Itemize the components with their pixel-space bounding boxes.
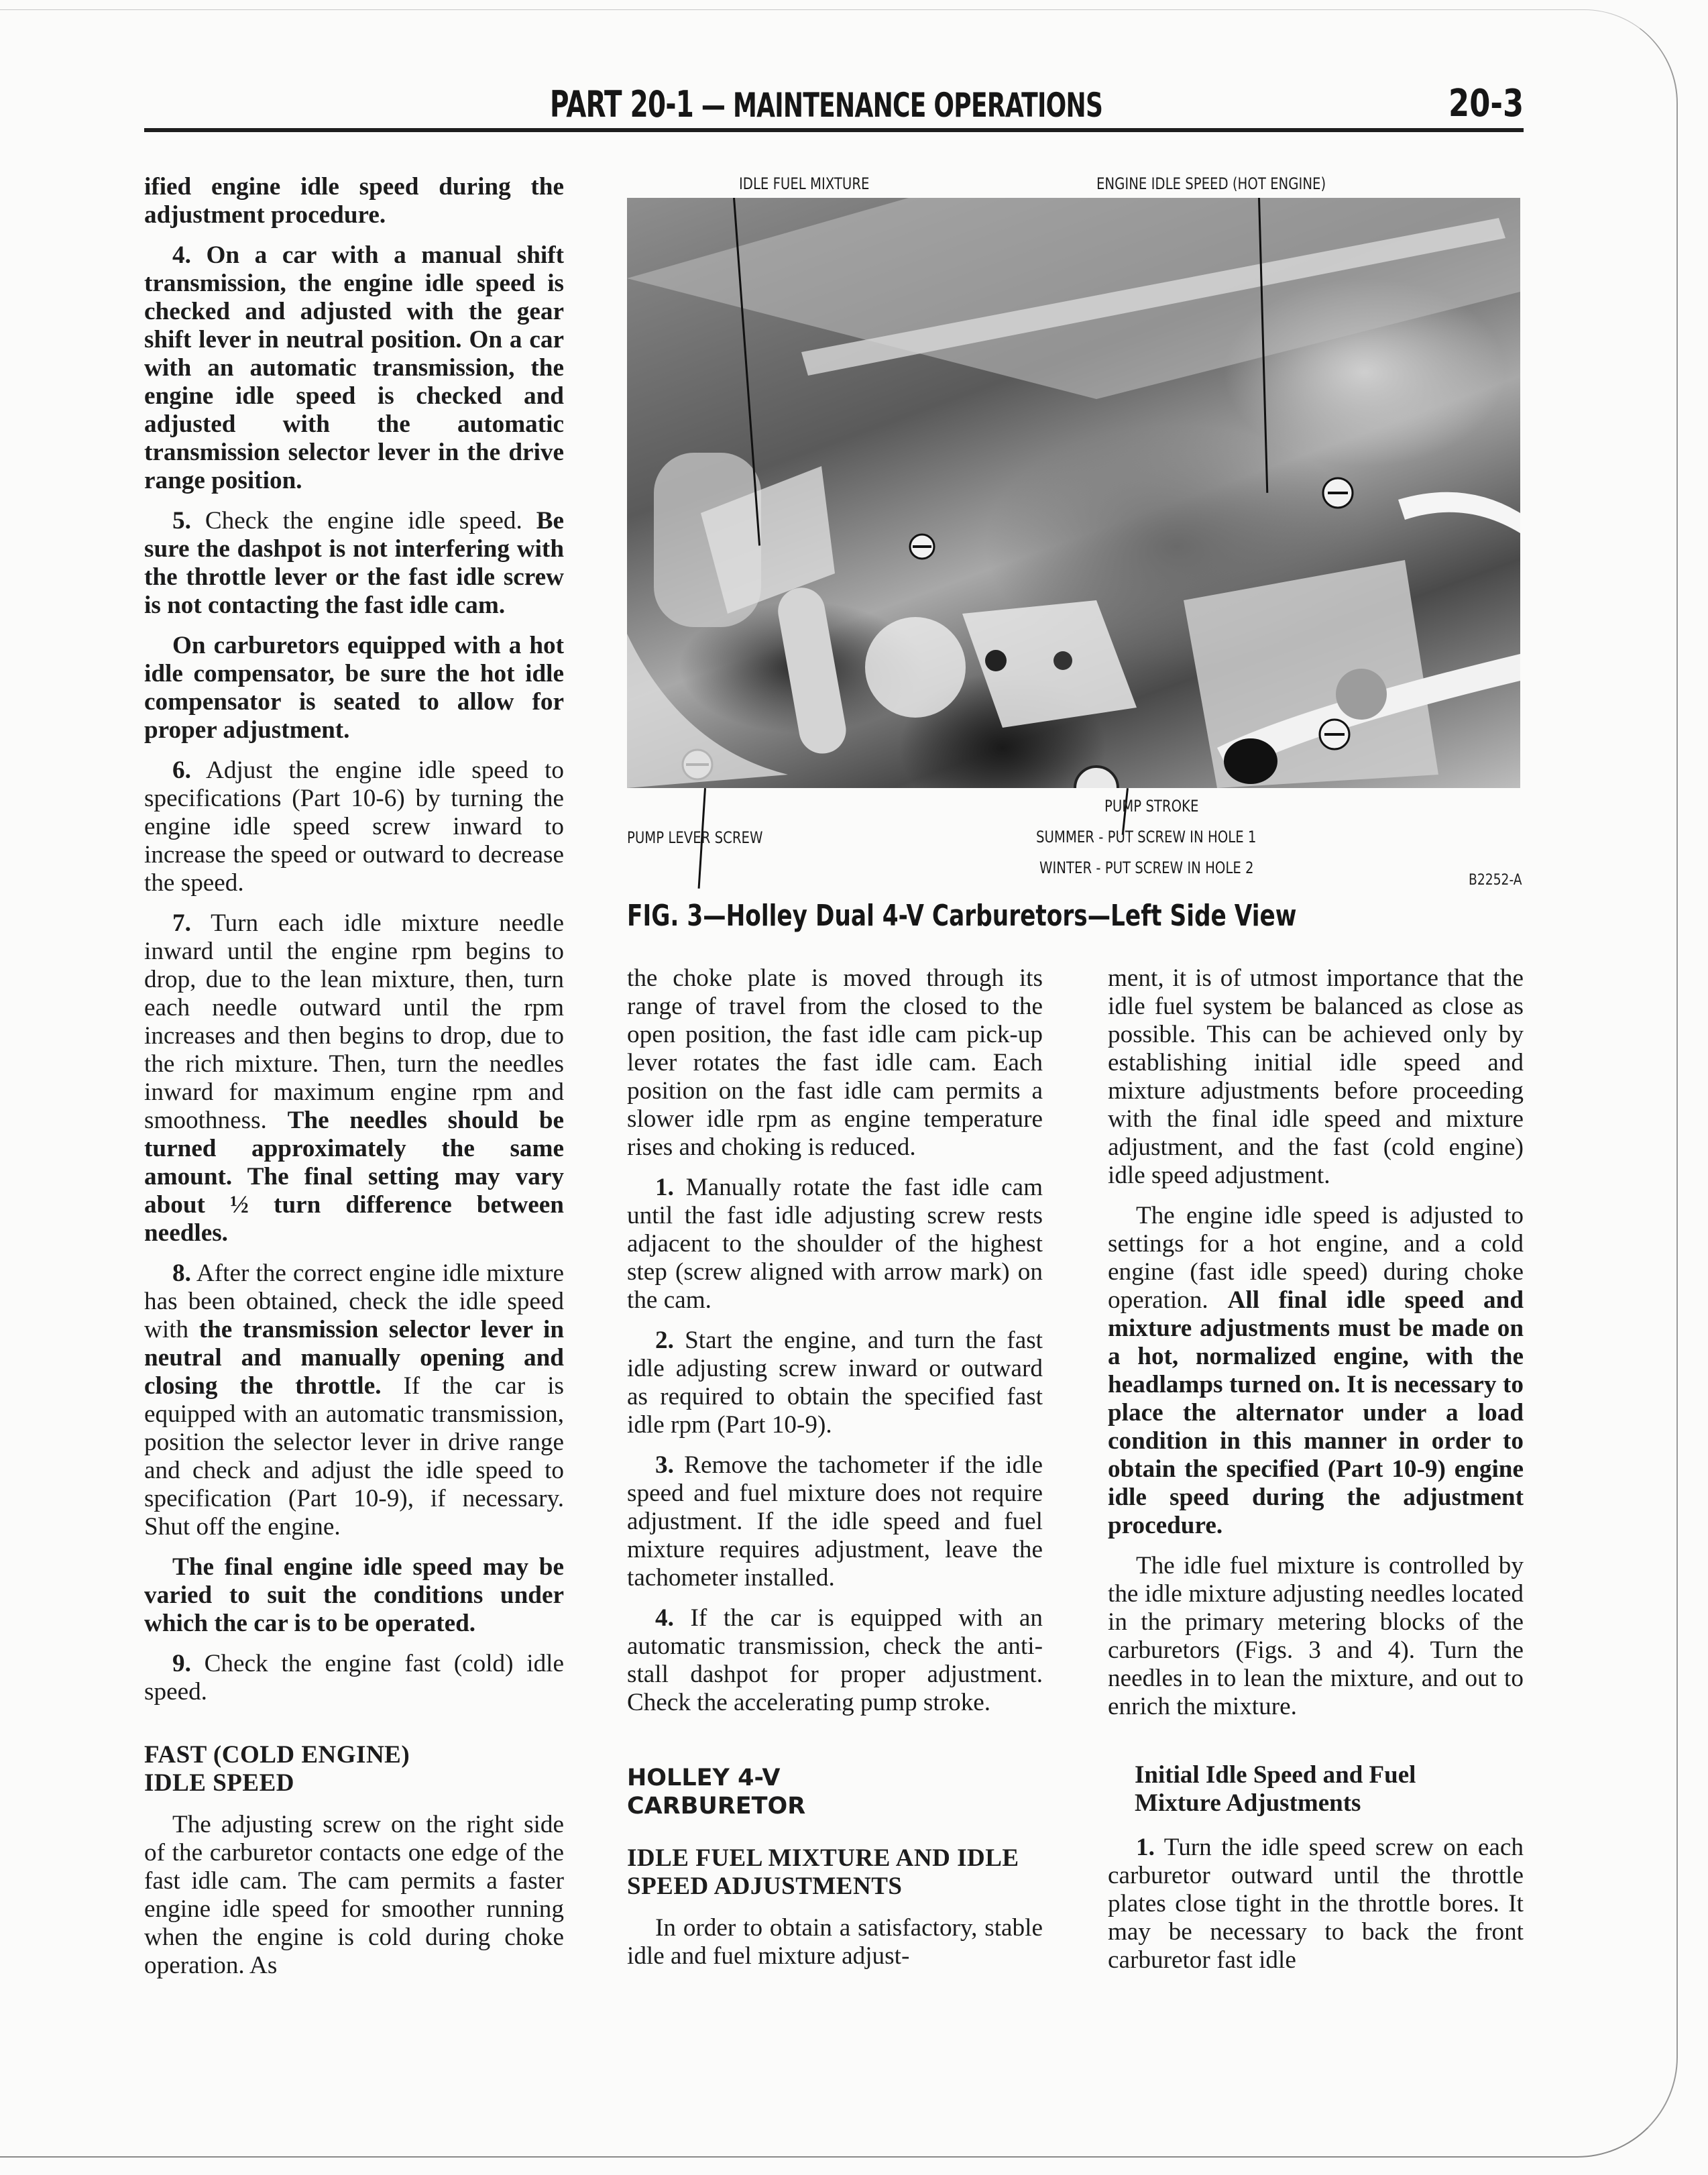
figure-code: B2252-A — [1469, 872, 1522, 889]
label-pump-stroke: PUMP STROKE — [1104, 797, 1199, 816]
carburetor-drawing — [627, 198, 1520, 788]
paragraph-final-speed: The final engine idle speed may be varied to suit the conditions under which the car is to be operated. — [144, 1553, 564, 1637]
page-header — [144, 79, 1524, 133]
step-5: 5. Check the engine idle speed. Be sure the dashpot is not interfering with the throttle lever or the fast idle screw is not contacting the fast idle cam. — [144, 507, 565, 619]
step-4: 4. On a car with a manual shift transmission, the engine idle speed is checked and adjusted with the gear shift lever in neutral position. On a car with an automatic transmission, the engine idle speed is checked and adjusted with the automatic transmission selector lever in the drive range position. — [144, 241, 564, 494]
step-7: 7. Turn each idle mixture needle inward until the engine rpm begins to drop, due to the lean mixture, then, turn each needle outward until the rpm increases and then begins to drop, due to the rich mixture. Then, turn the needles inward for maximum engine rpm and smoothness. The needles should be turned approximately the same amount. The final setting may vary about ½ turn difference between needles. — [144, 909, 565, 1247]
label-idle-fuel-mixture: IDLE FUEL MIXTURE — [739, 174, 870, 193]
paragraph: The adjusting screw on the right side of the carburetor contacts one edge of the fast idle cam. The cam permits a faster engine idle speed for smoother running when the engine is cold during choke operation. As — [144, 1811, 564, 1979]
step-8: 8. After the correct engine idle mixture has been obtained, check the idle speed with the transmission selector lever in neutral and manually opening and closing the throttle. If the car is equipped with an automatic transmission, position the selector lever in drive range and check and adjust the idle speed to specification (Part 10-9), if necessary. Shut off the engine. — [144, 1260, 564, 1541]
step-number: 4. — [172, 241, 191, 269]
step-2: 2. Start the engine, and turn the fast idle adjusting screw inward or outward as required to obtain the specified fast idle rpm (Part 10-9). — [627, 1327, 1043, 1439]
step-number: 5. — [172, 507, 191, 535]
step-3: 3. Remove the tachometer if the idle speed and fuel mixture does not require adjustment. If the idle speed and fuel mixture requires adjustment, leave the tachometer installed. — [627, 1451, 1043, 1592]
paragraph-mixture-needles: The idle fuel mixture is controlled by the idle mixture adjusting needles located in the primary metering blocks of the carburetors (Figs. 3 and 4). Turn the needles in to lean the mixture, and out to enrich the mixture. — [1108, 1552, 1524, 1720]
paragraph-hot-idle: On carburetors equipped with a hot idle compensator, be sure the hot idle compensator is seated to allow for proper adjustment. — [144, 632, 564, 744]
page-title — [550, 83, 1102, 125]
page-number: 20-3 — [1448, 82, 1524, 125]
step-number: 7. — [172, 909, 191, 937]
step-number: 1. — [655, 1174, 674, 1201]
step-1: 1. Turn the idle speed screw on each carburetor outward until the throttle plates close tight in the throttle bores. It may be necessary to back the front carburetor fast idle — [1108, 1834, 1524, 1974]
section-title: MAINTENANCE OPERATIONS — [733, 86, 1103, 125]
label-winter: WINTER - PUT SCREW IN HOLE 2 — [1039, 858, 1254, 877]
section-heading-idle-adjustments: IDLE FUEL MIXTURE AND IDLE SPEED ADJUSTMENTS — [627, 1844, 1019, 1900]
label-summer: SUMMER - PUT SCREW IN HOLE 1 — [1036, 828, 1257, 846]
paragraph: In order to obtain a satisfactory, stable idle and fuel mixture adjust- — [627, 1914, 1043, 1970]
step-number: 8. — [172, 1260, 191, 1287]
label-engine-idle-speed: ENGINE IDLE SPEED (HOT ENGINE) — [1096, 174, 1326, 193]
step-number: 6. — [172, 757, 191, 784]
paragraph: ified engine idle speed during the adjustment procedure. — [144, 173, 564, 229]
step-1: 1. Manually rotate the fast idle cam until the fast idle adjusting screw rests adjacent to the shoulder of the highest step (screw aligned with arrow mark) on the cam. — [627, 1174, 1043, 1314]
step-number: 2. — [655, 1327, 674, 1354]
header-rule — [144, 128, 1524, 132]
right-column — [1108, 964, 1524, 1987]
title-dash: — — [693, 86, 726, 125]
step-number: 9. — [172, 1650, 191, 1677]
label-pump-lever-screw: PUMP LEVER SCREW — [627, 828, 763, 847]
carburetor-illustration — [627, 198, 1520, 788]
paragraph: ment, it is of utmost importance that the idle fuel system be balanced as close as possible. This can be achieved only by establishing initial idle speed and mixture adjustments before proceeding with the final idle speed and mixture adjustment, and the fast (cold engine) idle speed adjustment. — [1108, 964, 1524, 1189]
subheading-initial-adjustments: Initial Idle Speed and Fuel Mixture Adjustments — [1135, 1761, 1416, 1817]
paragraph: the choke plate is moved through its range of travel from the closed to the open position, the fast idle cam pick-up lever rotates the fast idle cam. Each position on the fast idle cam permits a slower idle rpm as engine temperature rises and choking is reduced. — [627, 964, 1043, 1161]
step-number: 3. — [655, 1451, 674, 1479]
section-heading-fast-idle: FAST (COLD ENGINE) IDLE SPEED — [144, 1741, 410, 1797]
step-6: 6. Adjust the engine idle speed to specifications (Part 10-6) by turning the engine idle speed screw inward to increase the speed or outward to decrease the speed. — [144, 757, 564, 897]
step-number: 1. — [1136, 1834, 1155, 1861]
middle-column — [627, 964, 1043, 1983]
part-number: PART 20-1 — [550, 83, 694, 125]
left-column — [144, 173, 564, 1992]
figure-3 — [627, 168, 1522, 939]
step-9: 9. Check the engine fast (cold) idle speed. — [144, 1650, 564, 1706]
section-heading-holley: HOLLEY 4-V CARBURETOR — [627, 1765, 806, 1820]
paragraph-hot-cold: The engine idle speed is adjusted to settings for a hot engine, and a cold engine (fast idle speed) during choke operation. All final idle speed and mixture adjustments must be made on a hot, normalized engine, with the headlamps turned on. It is necessary to place the alternator under a load condition in this manner in order to obtain the specified (Part 10-9) engine idle speed during the adjustment procedure. — [1108, 1202, 1524, 1539]
step-4: 4. If the car is equipped with an automatic transmission, check the anti-stall dashpot for proper adjustment. Check the accelerating pump stroke. — [627, 1604, 1043, 1716]
step-number: 4. — [655, 1604, 674, 1632]
figure-caption: FIG. 3—Holley Dual 4-V Carburetors—Left Side View — [627, 899, 1297, 933]
